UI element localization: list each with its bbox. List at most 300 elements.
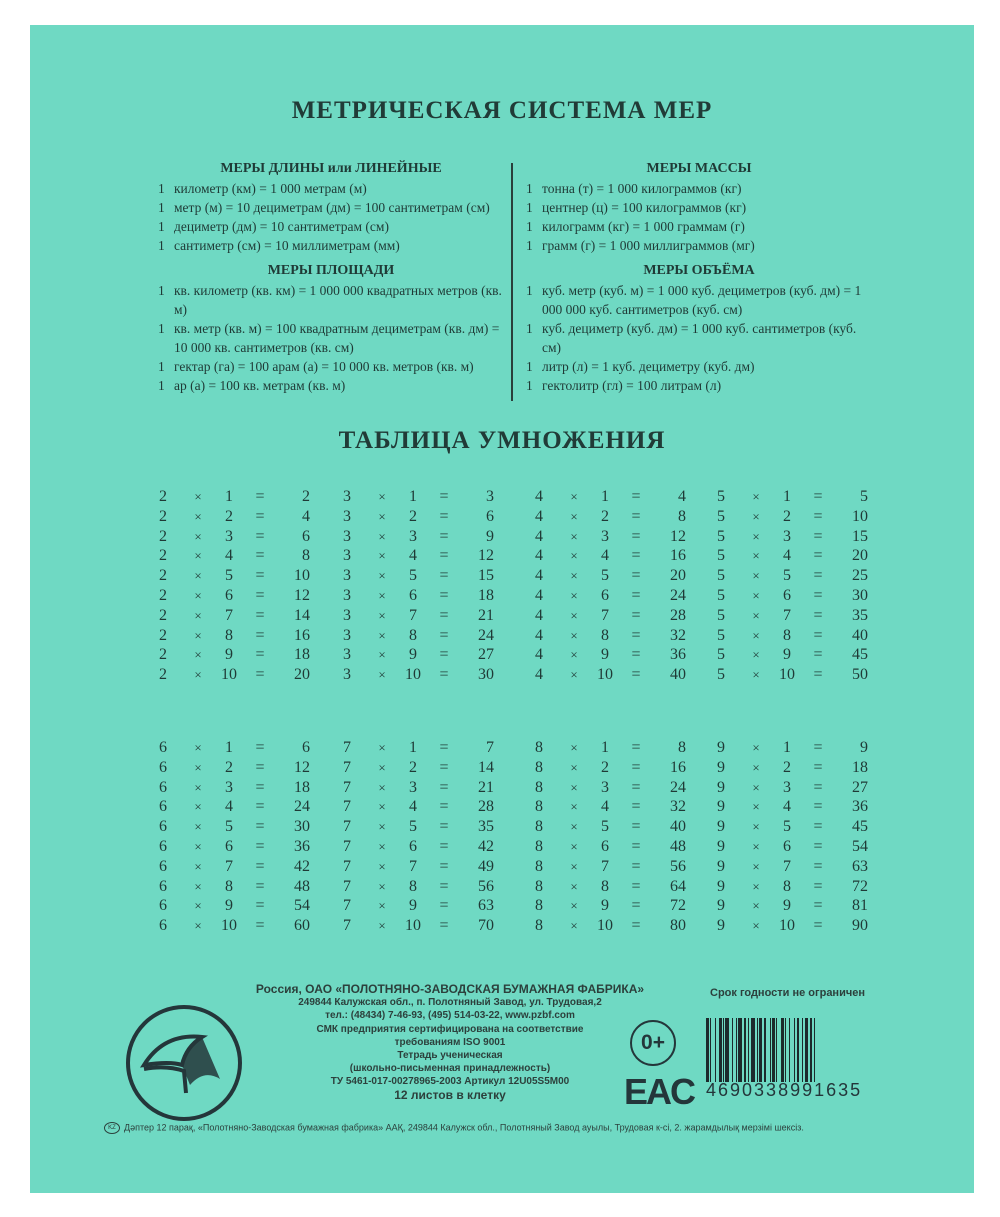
table-row	[714, 857, 914, 877]
times-sign: ×	[570, 627, 578, 643]
item-text: центнер (ц) = 100 килограммов (кг)	[542, 200, 747, 215]
table-row	[714, 778, 914, 798]
equals-sign: =	[631, 857, 641, 875]
item-number: 1	[526, 238, 533, 253]
list-item	[158, 319, 504, 357]
table-row	[340, 877, 540, 897]
table-row	[156, 665, 356, 685]
multiplicand: 2	[159, 646, 167, 664]
list-item	[526, 179, 872, 198]
tu-article: ТУ 5461-017-00278965-2003 Артикул 12U05S5M00	[330, 1076, 570, 1088]
equals-sign: =	[813, 917, 823, 935]
table-row	[340, 546, 540, 566]
equals-sign: =	[255, 547, 265, 565]
product: 24	[670, 778, 686, 796]
multiplier: 9	[409, 897, 417, 915]
table-row	[532, 778, 732, 798]
equals-sign: =	[255, 818, 265, 836]
equals-sign: =	[439, 837, 449, 855]
list-item	[158, 217, 504, 236]
equals-sign: =	[439, 606, 449, 624]
product-line-2: (школьно-письменная принадлежность)	[349, 1063, 551, 1075]
multiplicand: 9	[717, 778, 725, 796]
multiplier: 4	[225, 798, 233, 816]
item-text: килограмм (кг) = 1 000 граммам (г)	[542, 219, 745, 234]
section-title: МЕРЫ ОБЪЁМА	[643, 263, 755, 278]
multiplier: 9	[225, 646, 233, 664]
equals-sign: =	[255, 897, 265, 915]
table-row	[714, 738, 914, 758]
times-sign: ×	[570, 489, 578, 504]
equals-sign: =	[813, 507, 823, 525]
multiplicand: 2	[159, 567, 167, 585]
item-text: кв. метр (кв. м) = 100 квадратным дециметрам (кв. дм) = 10 000 кв. сантиметров (кв. см)	[174, 321, 500, 355]
multiplier: 9	[225, 897, 233, 915]
times-sign: ×	[570, 667, 578, 683]
times-sign: ×	[752, 898, 760, 914]
multiplicand: 5	[717, 626, 725, 644]
metric-system-title: МЕТРИЧЕСКАЯ СИСТЕМА МЕР	[291, 97, 713, 124]
product: 27	[852, 778, 868, 796]
multiplicand: 2	[159, 488, 167, 505]
item-number: 1	[526, 200, 533, 215]
product: 4	[302, 507, 310, 525]
multiplier: 2	[225, 758, 233, 776]
multiplier: 9	[783, 646, 791, 664]
equals-sign: =	[813, 778, 823, 796]
times-sign: ×	[570, 508, 578, 524]
product: 14	[294, 606, 310, 624]
times-sign: ×	[752, 647, 760, 663]
table-row	[714, 877, 914, 897]
equals-sign: =	[255, 857, 265, 875]
equals-sign: =	[255, 527, 265, 545]
multiplier: 7	[409, 606, 417, 624]
product: 81	[852, 897, 868, 915]
multiplier: 3	[601, 778, 609, 796]
multiplier: 10	[597, 666, 613, 684]
item-text: литр (л) = 1 куб. дециметру (куб. дм)	[542, 359, 755, 374]
list-item	[158, 198, 504, 217]
equals-sign: =	[631, 897, 641, 915]
multiplicand: 8	[535, 739, 543, 756]
multiplier: 1	[225, 488, 233, 505]
equals-sign: =	[631, 606, 641, 624]
product: 70	[478, 917, 494, 935]
table-row	[532, 817, 732, 837]
product: 12	[294, 758, 310, 776]
times-sign: ×	[378, 898, 386, 914]
table-row	[156, 896, 356, 916]
times-sign: ×	[194, 627, 202, 643]
equals-sign: =	[255, 778, 265, 796]
table-row	[156, 916, 356, 936]
multiplier: 7	[601, 857, 609, 875]
multiplier: 3	[783, 527, 791, 545]
times-sign: ×	[570, 740, 578, 755]
table-row	[156, 507, 356, 527]
multiplier: 4	[601, 547, 609, 565]
product: 8	[678, 507, 686, 525]
multiplicand: 5	[717, 488, 725, 505]
multiplier: 6	[409, 586, 417, 604]
product: 12	[670, 527, 686, 545]
table-row	[714, 758, 914, 778]
product: 15	[478, 567, 494, 585]
table-row	[532, 527, 732, 547]
times-sign: ×	[378, 587, 386, 603]
multiplicand: 2	[159, 626, 167, 644]
times-sign: ×	[752, 627, 760, 643]
item-number: 1	[158, 283, 165, 298]
item-number: 1	[526, 321, 533, 336]
table-row	[532, 645, 732, 665]
multiplier: 7	[783, 606, 791, 624]
multiplicand: 8	[535, 897, 543, 915]
equals-sign: =	[631, 547, 641, 565]
product: 24	[294, 798, 310, 816]
product: 35	[852, 606, 868, 624]
eac-mark: EAC	[624, 1071, 695, 1112]
table-row	[532, 758, 732, 778]
times-sign: ×	[194, 667, 202, 683]
product: 12	[294, 586, 310, 604]
item-number: 1	[158, 181, 165, 196]
times-sign: ×	[194, 759, 202, 775]
list-item	[158, 179, 504, 198]
equals-sign: =	[439, 547, 449, 565]
product: 30	[294, 818, 310, 836]
times-sign: ×	[194, 838, 202, 854]
table-row	[156, 487, 356, 507]
item-text: ар (а) = 100 кв. метрам (кв. м)	[174, 378, 346, 393]
table-row	[340, 665, 540, 685]
multiplicand: 5	[717, 666, 725, 684]
times-sign: ×	[378, 759, 386, 775]
item-text: километр (км) = 1 000 метрам (м)	[174, 181, 367, 196]
multiplier: 2	[783, 758, 791, 776]
product: 40	[670, 818, 686, 836]
equals-sign: =	[255, 837, 265, 855]
product: 18	[852, 758, 868, 776]
product: 36	[670, 646, 686, 664]
multiplicand: 4	[535, 606, 543, 624]
list-item	[526, 319, 872, 357]
table-row	[340, 645, 540, 665]
multiplier: 2	[409, 758, 417, 776]
equals-sign: =	[255, 586, 265, 604]
multiplier: 1	[783, 739, 791, 756]
multiplicand: 7	[343, 917, 351, 935]
multiplier: 10	[221, 666, 237, 684]
table-row	[532, 546, 732, 566]
multiplicand: 3	[343, 567, 351, 585]
multiplier: 5	[601, 818, 609, 836]
section-title: МЕРЫ МАССЫ	[646, 161, 752, 176]
multiplicand: 4	[535, 507, 543, 525]
item-number: 1	[526, 378, 533, 393]
table-row	[532, 877, 732, 897]
equals-sign: =	[813, 837, 823, 855]
multiplier: 9	[409, 646, 417, 664]
times-sign: ×	[752, 779, 760, 795]
table-row	[532, 586, 732, 606]
multiplier: 2	[409, 507, 417, 525]
multiplier: 3	[409, 527, 417, 545]
multiplier: 4	[225, 547, 233, 565]
times-sign: ×	[752, 667, 760, 683]
product: 6	[302, 739, 310, 756]
multiplier: 7	[409, 857, 417, 875]
multiplier: 8	[783, 877, 791, 895]
multiplier: 7	[783, 857, 791, 875]
times-sign: ×	[570, 799, 578, 815]
multiplication-block-9	[714, 738, 914, 936]
multiplicand: 3	[343, 626, 351, 644]
multiplicand: 8	[535, 758, 543, 776]
times-sign: ×	[378, 548, 386, 564]
times-sign: ×	[752, 508, 760, 524]
table-row	[156, 546, 356, 566]
table-row	[156, 817, 356, 837]
product: 63	[478, 897, 494, 915]
item-number: 1	[158, 238, 165, 253]
times-sign: ×	[752, 838, 760, 854]
multiplicand: 6	[159, 778, 167, 796]
product: 16	[670, 758, 686, 776]
multiplier: 4	[783, 547, 791, 565]
equals-sign: =	[255, 646, 265, 664]
multiplicand: 7	[343, 877, 351, 895]
product: 64	[670, 877, 686, 895]
metric-right-column	[526, 157, 872, 395]
product: 54	[294, 897, 310, 915]
multiplicand: 6	[159, 758, 167, 776]
times-sign: ×	[194, 528, 202, 544]
item-text: грамм (г) = 1 000 миллиграммов (мг)	[542, 238, 755, 253]
table-row	[714, 487, 914, 507]
equals-sign: =	[631, 586, 641, 604]
times-sign: ×	[194, 568, 202, 584]
multiplicand: 6	[159, 837, 167, 855]
equals-sign: =	[631, 758, 641, 776]
multiplier: 4	[409, 798, 417, 816]
table-row	[156, 758, 356, 778]
product: 30	[478, 666, 494, 684]
multiplicand: 3	[343, 586, 351, 604]
table-row	[340, 837, 540, 857]
equals-sign: =	[439, 739, 449, 756]
table-row	[340, 857, 540, 877]
multiplier: 8	[409, 626, 417, 644]
product: 18	[294, 778, 310, 796]
multiplier: 3	[783, 778, 791, 796]
product: 10	[294, 567, 310, 585]
multiplication-block-5	[714, 487, 914, 685]
times-sign: ×	[570, 779, 578, 795]
multiplicand: 8	[535, 877, 543, 895]
list-item	[526, 281, 872, 319]
equals-sign: =	[255, 567, 265, 585]
times-sign: ×	[752, 740, 760, 755]
product: 30	[852, 586, 868, 604]
multiplicand: 7	[343, 798, 351, 816]
times-sign: ×	[570, 607, 578, 623]
times-sign: ×	[378, 568, 386, 584]
table-row	[340, 487, 540, 507]
multiplicand: 9	[717, 877, 725, 895]
multiplicand: 6	[159, 897, 167, 915]
times-sign: ×	[570, 568, 578, 584]
multiplication-block-4	[532, 487, 732, 685]
times-sign: ×	[194, 607, 202, 623]
table-row	[714, 916, 914, 936]
times-sign: ×	[752, 819, 760, 835]
item-number: 1	[158, 359, 165, 374]
item-text: куб. дециметр (куб. дм) = 1 000 куб. сантиметров (куб. см)	[542, 321, 857, 355]
multiplier: 8	[409, 877, 417, 895]
equals-sign: =	[813, 606, 823, 624]
table-row	[340, 606, 540, 626]
equals-sign: =	[631, 488, 641, 505]
multiplicand: 2	[159, 527, 167, 545]
multiplier: 5	[601, 567, 609, 585]
multiplication-block-8	[532, 738, 732, 936]
times-sign: ×	[752, 528, 760, 544]
product: 90	[852, 917, 868, 935]
multiplicand: 3	[343, 666, 351, 684]
multiplier: 4	[783, 798, 791, 816]
equals-sign: =	[813, 818, 823, 836]
equals-sign: =	[631, 837, 641, 855]
multiplier: 3	[601, 527, 609, 545]
product: 50	[852, 666, 868, 684]
times-sign: ×	[570, 647, 578, 663]
equals-sign: =	[439, 567, 449, 585]
product: 36	[852, 798, 868, 816]
sheets-info: 12 листов в клетку	[394, 1087, 506, 1102]
multiplier: 4	[601, 798, 609, 816]
multiplicand: 3	[343, 547, 351, 565]
publisher-phones: тел.: (48434) 7-46-93, (495) 514-03-22, www.pzbf.com	[325, 1010, 575, 1022]
multiplier: 2	[225, 507, 233, 525]
product: 20	[670, 567, 686, 585]
equals-sign: =	[631, 646, 641, 664]
product: 21	[478, 778, 494, 796]
multiplier: 7	[601, 606, 609, 624]
multiplicand: 9	[717, 837, 725, 855]
multiplicand: 8	[535, 917, 543, 935]
multiplier: 10	[779, 917, 795, 935]
multiplicand: 4	[535, 527, 543, 545]
times-sign: ×	[570, 878, 578, 894]
multiplicand: 4	[535, 567, 543, 585]
times-sign: ×	[194, 587, 202, 603]
multiplicand: 3	[343, 646, 351, 664]
notebook-cover	[30, 25, 974, 1193]
area-section	[158, 261, 504, 395]
item-number: 1	[526, 219, 533, 234]
publisher-name: Россия, ОАО «ПОЛОТНЯНО-ЗАВОДСКАЯ БУМАЖНАЯ ФАБРИКА»	[255, 982, 645, 996]
multiplicand: 8	[535, 837, 543, 855]
multiplier: 6	[225, 837, 233, 855]
times-sign: ×	[752, 548, 760, 564]
equals-sign: =	[439, 666, 449, 684]
barcode-bars	[706, 1018, 906, 1082]
times-sign: ×	[194, 858, 202, 874]
table-row	[714, 527, 914, 547]
equals-sign: =	[631, 626, 641, 644]
metric-left-column	[158, 157, 504, 395]
multiplier: 8	[601, 626, 609, 644]
equals-sign: =	[439, 626, 449, 644]
equals-sign: =	[439, 586, 449, 604]
product: 35	[478, 818, 494, 836]
multiplier: 5	[225, 818, 233, 836]
table-row	[532, 857, 732, 877]
times-sign: ×	[570, 898, 578, 914]
equals-sign: =	[255, 606, 265, 624]
table-row	[532, 626, 732, 646]
equals-sign: =	[255, 798, 265, 816]
item-text: кв. километр (кв. км) = 1 000 000 квадратных метров (кв. м)	[174, 283, 502, 317]
multiplier: 8	[783, 626, 791, 644]
multiplier: 2	[601, 758, 609, 776]
multiplicand: 4	[535, 666, 543, 684]
equals-sign: =	[631, 527, 641, 545]
list-item	[526, 357, 872, 376]
multiplier: 1	[601, 488, 609, 505]
multiplier: 7	[225, 857, 233, 875]
equals-sign: =	[439, 818, 449, 836]
multiplier: 5	[225, 567, 233, 585]
barcode-bar	[815, 1018, 818, 1082]
multiplicand: 8	[535, 818, 543, 836]
product: 60	[294, 917, 310, 935]
equals-sign: =	[813, 488, 823, 505]
product: 42	[478, 837, 494, 855]
item-number: 1	[526, 181, 533, 196]
equals-sign: =	[631, 877, 641, 895]
table-row	[156, 857, 356, 877]
list-item	[158, 357, 504, 376]
table-row	[340, 778, 540, 798]
product: 18	[478, 586, 494, 604]
product: 48	[670, 837, 686, 855]
times-sign: ×	[194, 898, 202, 914]
multiplier: 6	[601, 837, 609, 855]
product: 20	[294, 666, 310, 684]
equals-sign: =	[813, 758, 823, 776]
product: 16	[294, 626, 310, 644]
item-number: 1	[526, 359, 533, 374]
item-text: метр (м) = 10 дециметрам (дм) = 100 сантиметрам (см)	[174, 200, 490, 215]
equals-sign: =	[813, 626, 823, 644]
equals-sign: =	[255, 666, 265, 684]
product: 28	[478, 798, 494, 816]
equals-sign: =	[813, 527, 823, 545]
table-row	[156, 778, 356, 798]
multiplier: 4	[409, 547, 417, 565]
multiplicand: 5	[717, 527, 725, 545]
times-sign: ×	[378, 819, 386, 835]
multiplicand: 9	[717, 758, 725, 776]
smk-line-1: СМК предприятия сертифицирована на соответствие	[316, 1023, 584, 1035]
times-sign: ×	[194, 489, 202, 504]
list-item	[158, 281, 504, 319]
multiplier: 8	[225, 626, 233, 644]
age-rating-badge: 0+	[630, 1020, 676, 1066]
